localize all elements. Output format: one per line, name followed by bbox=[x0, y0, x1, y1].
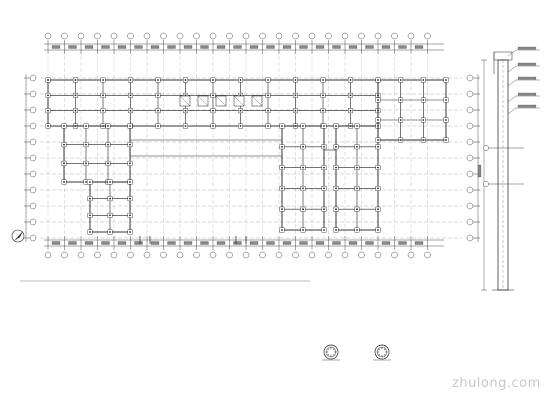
foundation-beam-left-wing bbox=[64, 126, 130, 182]
dimension-text-bottom bbox=[399, 242, 407, 245]
pile-mark bbox=[377, 208, 379, 210]
pile-mark bbox=[129, 181, 131, 183]
leader-text bbox=[518, 63, 536, 65]
pile-mark bbox=[335, 125, 337, 127]
axis-bubble-top bbox=[392, 33, 398, 39]
axis-bubble-bottom bbox=[227, 252, 233, 258]
axis-bubble-top bbox=[95, 33, 101, 39]
axis-bubble-bottom bbox=[128, 252, 134, 258]
pile-mark bbox=[212, 125, 214, 127]
elevation-cut-bubble bbox=[483, 145, 488, 150]
dimension-text-bottom bbox=[102, 242, 110, 245]
leader-line bbox=[508, 108, 516, 114]
rebar-dot bbox=[384, 349, 385, 350]
axis-bubble-left bbox=[30, 203, 36, 209]
axis-bubble-right bbox=[467, 123, 473, 129]
axis-bubble-top bbox=[425, 33, 431, 39]
pile-mark bbox=[240, 79, 242, 81]
pile-mark bbox=[281, 167, 283, 169]
axis-bubble-bottom bbox=[326, 252, 332, 258]
rebar-dot bbox=[381, 355, 382, 356]
axis-bubble-left bbox=[30, 75, 36, 81]
dimension-text-top bbox=[283, 46, 291, 49]
pile-mark bbox=[157, 94, 159, 96]
pile-mark bbox=[129, 125, 131, 127]
pile-mark bbox=[377, 79, 379, 81]
dimension-text-bottom bbox=[201, 242, 209, 245]
pile-mark bbox=[302, 125, 304, 127]
pile-mark bbox=[185, 110, 187, 112]
dimension-text-top bbox=[69, 46, 77, 49]
dimension-text-top bbox=[234, 46, 242, 49]
pile-mark bbox=[302, 229, 304, 231]
pile-mark bbox=[63, 162, 65, 164]
rebar-dot bbox=[379, 349, 380, 350]
axis-bubble-left bbox=[30, 235, 36, 241]
leader-text bbox=[518, 105, 536, 107]
pile-mark bbox=[212, 110, 214, 112]
dimension-text-top bbox=[118, 46, 126, 49]
axis-bubble-top bbox=[293, 33, 299, 39]
pile-mark bbox=[400, 119, 402, 121]
axis-bubble-bottom bbox=[194, 252, 200, 258]
pile-mark bbox=[109, 231, 111, 233]
axis-bubble-bottom bbox=[260, 252, 266, 258]
axis-bubble-left bbox=[30, 123, 36, 129]
pile-mark bbox=[63, 181, 65, 183]
axis-bubble-left bbox=[30, 187, 36, 193]
axis-bubble-bottom bbox=[210, 252, 216, 258]
pile-mark bbox=[107, 162, 109, 164]
pile-mark bbox=[377, 229, 379, 231]
pile-mark bbox=[335, 146, 337, 148]
pile-mark bbox=[377, 146, 379, 148]
axis-bubble-bottom bbox=[95, 252, 101, 258]
axis-bubble-bottom bbox=[309, 252, 315, 258]
axis-bubble-bottom bbox=[243, 252, 249, 258]
pile-mark bbox=[85, 125, 87, 127]
pile-mark bbox=[109, 198, 111, 200]
dimension-text-bottom bbox=[366, 242, 374, 245]
axis-bubble-right bbox=[467, 171, 473, 177]
axis-bubble-right bbox=[467, 91, 473, 97]
pile-mark bbox=[130, 79, 132, 81]
pile-mark bbox=[302, 167, 304, 169]
pile-mark bbox=[356, 229, 358, 231]
axis-bubble-top bbox=[194, 33, 200, 39]
pile-mark bbox=[75, 110, 77, 112]
pile-mark bbox=[445, 119, 447, 121]
leader-line bbox=[508, 80, 516, 86]
axis-bubble-bottom bbox=[425, 252, 431, 258]
dimension-text-bottom bbox=[151, 242, 159, 245]
pile-mark bbox=[157, 110, 159, 112]
pile-mark bbox=[267, 125, 269, 127]
axis-bubble-bottom bbox=[408, 252, 414, 258]
pile-mark bbox=[302, 188, 304, 190]
pile-mark bbox=[130, 110, 132, 112]
dimension-text-top bbox=[267, 46, 275, 49]
dimension-text-top bbox=[382, 46, 390, 49]
dimension-text-bottom bbox=[184, 242, 192, 245]
pile-mark bbox=[322, 79, 324, 81]
axis-bubble-bottom bbox=[62, 252, 68, 258]
rebar-dot bbox=[326, 351, 327, 352]
pile-mark bbox=[323, 188, 325, 190]
leader-text bbox=[518, 93, 536, 95]
pile-mark bbox=[240, 110, 242, 112]
axis-bubble-bottom bbox=[293, 252, 299, 258]
axis-bubble-top bbox=[128, 33, 134, 39]
pile-mark bbox=[356, 167, 358, 169]
dimension-text-bottom bbox=[52, 242, 60, 245]
dimension-text-top bbox=[316, 46, 324, 49]
pile-mark bbox=[109, 181, 111, 183]
pile-mark bbox=[47, 110, 49, 112]
axis-bubble-bottom bbox=[276, 252, 282, 258]
pile-mark bbox=[75, 94, 77, 96]
axis-bubble-left bbox=[30, 139, 36, 145]
axis-bubble-right bbox=[467, 235, 473, 241]
pile-mark bbox=[377, 119, 379, 121]
pile-cap-elevation bbox=[494, 52, 512, 60]
pile-mark bbox=[323, 125, 325, 127]
pile-mark bbox=[47, 79, 49, 81]
dimension-text-top bbox=[250, 46, 258, 49]
rebar-dot bbox=[377, 351, 378, 352]
leader-text bbox=[518, 47, 536, 49]
dimension-text-bottom bbox=[234, 242, 242, 245]
pile-mark bbox=[335, 208, 337, 210]
pile-mark bbox=[129, 214, 131, 216]
pile-mark bbox=[350, 94, 352, 96]
pile-mark bbox=[356, 188, 358, 190]
axis-bubble-left bbox=[30, 155, 36, 161]
axis-bubble-bottom bbox=[161, 252, 167, 258]
axis-bubble-left bbox=[30, 171, 36, 177]
dimension-text-bottom bbox=[135, 242, 143, 245]
axis-bubble-top bbox=[210, 33, 216, 39]
pile-mark bbox=[356, 146, 358, 148]
dimension-text-top bbox=[415, 46, 423, 49]
dimension-text-top bbox=[399, 46, 407, 49]
axis-bubble-top bbox=[227, 33, 233, 39]
pile-mark bbox=[295, 110, 297, 112]
dimension-text-top bbox=[151, 46, 159, 49]
watermark-logo: zhulong.com bbox=[452, 376, 541, 391]
pile-mark bbox=[377, 188, 379, 190]
pile-mark bbox=[267, 79, 269, 81]
pile-mark bbox=[85, 144, 87, 146]
dimension-text-bottom bbox=[85, 242, 93, 245]
pile-mark bbox=[109, 214, 111, 216]
pile-mark bbox=[295, 94, 297, 96]
pile-mark bbox=[322, 110, 324, 112]
pile-mark bbox=[322, 94, 324, 96]
axis-bubble-top bbox=[144, 33, 150, 39]
axis-bubble-bottom bbox=[342, 252, 348, 258]
axis-bubble-top bbox=[78, 33, 84, 39]
dimension-text-top bbox=[168, 46, 176, 49]
pile-mark bbox=[422, 99, 424, 101]
pile-mark bbox=[302, 208, 304, 210]
axis-bubble-top bbox=[260, 33, 266, 39]
pile-mark bbox=[102, 110, 104, 112]
pile-mark bbox=[102, 79, 104, 81]
pile-mark bbox=[212, 79, 214, 81]
pile-mark bbox=[240, 125, 242, 127]
rebar-dot bbox=[330, 355, 331, 356]
pile-mark bbox=[323, 167, 325, 169]
pile-mark bbox=[445, 99, 447, 101]
rebar-dot bbox=[333, 349, 334, 350]
axis-bubble-top bbox=[408, 33, 414, 39]
leader-text bbox=[518, 77, 536, 79]
pile-mark bbox=[129, 198, 131, 200]
pile-mark bbox=[47, 94, 49, 96]
dimension-text-top bbox=[85, 46, 93, 49]
dimension-text-top bbox=[366, 46, 374, 49]
pile-mark bbox=[350, 79, 352, 81]
rebar-dot bbox=[334, 351, 335, 352]
axis-bubble-bottom bbox=[375, 252, 381, 258]
axis-bubble-top bbox=[359, 33, 365, 39]
pile-mark bbox=[63, 144, 65, 146]
axis-bubble-right bbox=[467, 203, 473, 209]
axis-bubble-top bbox=[45, 33, 51, 39]
pile-mark bbox=[107, 125, 109, 127]
pile-mark bbox=[302, 146, 304, 148]
pile-mark bbox=[89, 181, 91, 183]
dimension-text-bottom bbox=[415, 242, 423, 245]
rebar-dot bbox=[379, 354, 380, 355]
rebar-dot bbox=[330, 347, 331, 348]
pile-mark bbox=[281, 188, 283, 190]
pile-mark bbox=[267, 110, 269, 112]
dimension-text-bottom bbox=[382, 242, 390, 245]
pile-mark bbox=[212, 94, 214, 96]
rebar-dot bbox=[328, 354, 329, 355]
pile-mark bbox=[75, 79, 77, 81]
dimension-text-bottom bbox=[118, 242, 126, 245]
axis-bubble-top bbox=[342, 33, 348, 39]
dimension-text-top bbox=[349, 46, 357, 49]
dimension-text-bottom bbox=[316, 242, 324, 245]
dimension-text-top bbox=[217, 46, 225, 49]
pile-mark bbox=[400, 99, 402, 101]
pile-mark bbox=[445, 79, 447, 81]
axis-bubble-bottom bbox=[144, 252, 150, 258]
dimension-text-top bbox=[135, 46, 143, 49]
pile-mark bbox=[129, 144, 131, 146]
axis-bubble-right bbox=[467, 219, 473, 225]
pile-mark bbox=[89, 231, 91, 233]
pile-mark bbox=[335, 188, 337, 190]
pile-mark bbox=[89, 214, 91, 216]
pile-mark bbox=[323, 146, 325, 148]
dimension-text-top bbox=[201, 46, 209, 49]
pile-mark bbox=[295, 79, 297, 81]
elevation-cut-bubble bbox=[483, 181, 488, 186]
axis-bubble-left bbox=[30, 107, 36, 113]
pile-mark bbox=[335, 229, 337, 231]
elevation-dimension-text bbox=[478, 165, 481, 177]
dimension-text-top bbox=[333, 46, 341, 49]
axis-bubble-top bbox=[326, 33, 332, 39]
axis-bubble-top bbox=[375, 33, 381, 39]
axis-bubble-top bbox=[177, 33, 183, 39]
axis-bubble-right bbox=[467, 75, 473, 81]
axis-bubble-right bbox=[467, 187, 473, 193]
pile-mark bbox=[335, 167, 337, 169]
rebar-dot bbox=[381, 347, 382, 348]
rebar-dot bbox=[385, 351, 386, 352]
axis-bubble-bottom bbox=[177, 252, 183, 258]
dimension-text-bottom bbox=[217, 242, 225, 245]
pile-mark bbox=[323, 208, 325, 210]
pile-mark bbox=[281, 229, 283, 231]
pile-mark bbox=[85, 162, 87, 164]
dimension-text-bottom bbox=[267, 242, 275, 245]
axis-bubble-top bbox=[111, 33, 117, 39]
pile-mark bbox=[377, 167, 379, 169]
pile-mark bbox=[157, 79, 159, 81]
axis-bubble-top bbox=[276, 33, 282, 39]
pile-mark bbox=[130, 94, 132, 96]
leader-line bbox=[508, 96, 516, 102]
pile-mark bbox=[157, 125, 159, 127]
north-arrow-icon bbox=[12, 230, 24, 242]
pile-mark bbox=[107, 144, 109, 146]
pile-mark bbox=[129, 231, 131, 233]
pile-mark bbox=[281, 125, 283, 127]
rebar-dot bbox=[333, 354, 334, 355]
pile-mark bbox=[185, 79, 187, 81]
pile-mark bbox=[47, 125, 49, 127]
dimension-text-bottom bbox=[168, 242, 176, 245]
pile-mark bbox=[281, 208, 283, 210]
axis-bubble-right bbox=[467, 107, 473, 113]
pile-mark bbox=[356, 208, 358, 210]
pile-mark bbox=[281, 146, 283, 148]
axis-bubble-bottom bbox=[111, 252, 117, 258]
pile-mark bbox=[85, 181, 87, 183]
axis-bubble-left bbox=[30, 91, 36, 97]
axis-bubble-top bbox=[62, 33, 68, 39]
pile-mark bbox=[356, 125, 358, 127]
axis-bubble-top bbox=[161, 33, 167, 39]
axis-bubble-right bbox=[467, 155, 473, 161]
dimension-text-top bbox=[52, 46, 60, 49]
axis-bubble-bottom bbox=[359, 252, 365, 258]
dimension-text-bottom bbox=[250, 242, 258, 245]
pile-mark bbox=[323, 229, 325, 231]
rebar-dot bbox=[384, 354, 385, 355]
axis-bubble-bottom bbox=[78, 252, 84, 258]
axis-bubble-top bbox=[309, 33, 315, 39]
pile-mark bbox=[129, 162, 131, 164]
dimension-text-bottom bbox=[300, 242, 308, 245]
pile-mark bbox=[350, 110, 352, 112]
axis-bubble-bottom bbox=[392, 252, 398, 258]
pile-mark bbox=[267, 94, 269, 96]
leader-line bbox=[508, 66, 516, 72]
pile-mark bbox=[102, 94, 104, 96]
pile-mark bbox=[422, 119, 424, 121]
dimension-text-top bbox=[102, 46, 110, 49]
pile-mark bbox=[63, 125, 65, 127]
dimension-text-bottom bbox=[69, 242, 77, 245]
pile-mark bbox=[185, 125, 187, 127]
axis-bubble-bottom bbox=[45, 252, 51, 258]
rebar-dot bbox=[328, 349, 329, 350]
pile-mark bbox=[377, 99, 379, 101]
axis-bubble-left bbox=[30, 219, 36, 225]
pile-mark bbox=[400, 79, 402, 81]
pile-mark bbox=[422, 79, 424, 81]
pile-mark bbox=[89, 198, 91, 200]
dimension-text-top bbox=[184, 46, 192, 49]
axis-bubble-top bbox=[243, 33, 249, 39]
axis-bubble-right bbox=[467, 139, 473, 145]
dimension-text-bottom bbox=[333, 242, 341, 245]
dimension-text-bottom bbox=[283, 242, 291, 245]
dimension-text-top bbox=[300, 46, 308, 49]
dimension-text-bottom bbox=[349, 242, 357, 245]
